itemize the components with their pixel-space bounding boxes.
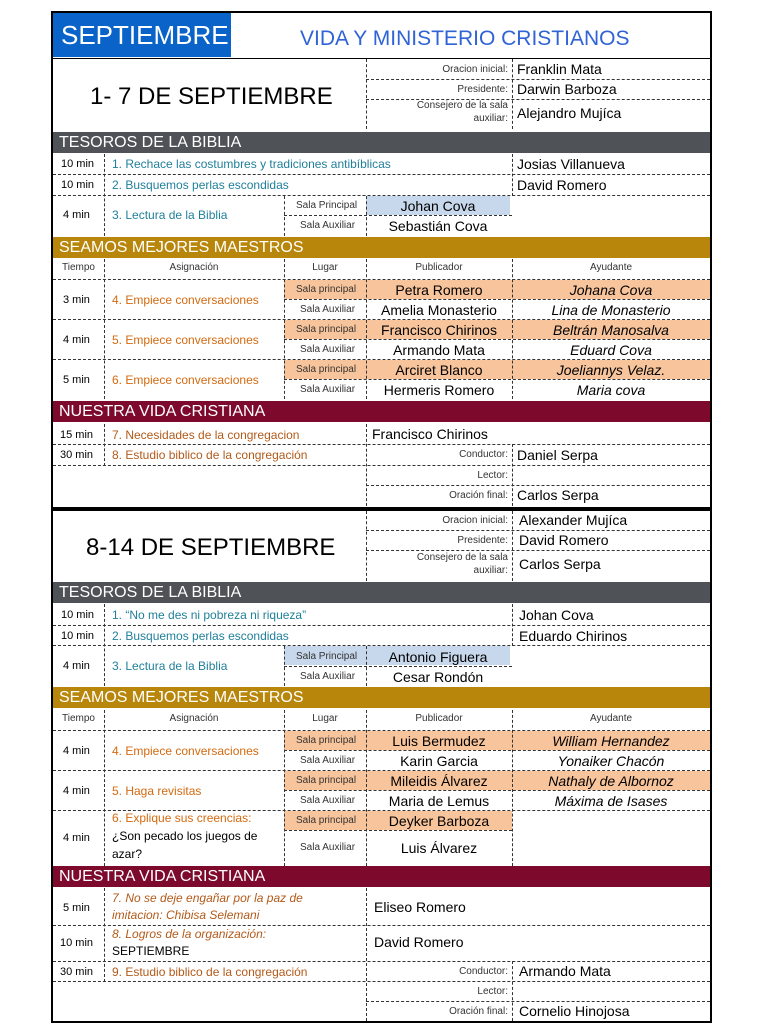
week2-t1-time: 10 min [61,609,95,621]
week1-m5-time: 4 min [63,334,90,346]
col-lugar: Lugar [312,262,338,273]
oracion-final-label: Oración final: [449,1006,508,1017]
week2-v7-name: Eliseo Romero [374,899,466,915]
lector-label: Lector: [477,986,508,997]
week2-m6-pub-auxiliar: Luis Álvarez [400,840,478,856]
week1-m6-aid-principal: Joeliannys Velaz. [556,362,666,378]
week2-m4-aid-auxiliar: Yonaiker Chacón [557,753,665,769]
week2-v7-text-b: imitacion: Chibisa Selemani [112,908,260,922]
week1-m4-aid-auxiliar: Lina de Monasterio [551,302,671,318]
week1-t3-auxiliar: Sebastián Cova [388,218,488,234]
week2-m4-time: 4 min [63,745,90,757]
week1-t3-time: 4 min [63,209,90,221]
week1-t3-text: 3. Lectura de la Biblia [112,208,228,222]
week1-m5-text: 5. Empiece conversaciones [112,333,259,347]
week1-vida-band: NUESTRA VIDA CRISTIANA [53,401,710,422]
sala-principal-label: Sala Principal [296,651,358,662]
sala-auxiliar-label: Sala Auxiliar [300,795,356,806]
week2-tesoros-band: TESOROS DE LA BIBLIA [53,582,710,603]
sala-auxiliar-label: Sala Auxiliar [300,671,356,682]
week2-v8-text-b: SEPTIEMBRE [112,944,190,958]
week1-m4-pub-auxiliar: Amelia Monasterio [381,302,497,318]
week2-t2-name: Eduardo Chirinos [519,628,628,644]
week2-v9-text: 9. Estudio biblico de la congregación [112,965,308,979]
week1-t1-name: Josias Villanueva [517,156,625,172]
col-publicador: Publicador [415,713,463,724]
conductor-label: Conductor: [459,966,508,977]
week2-m6-text-c: azar? [112,847,143,861]
sala-principal-label: Sala principal [296,735,357,746]
week1-v8-time: 30 min [60,449,94,461]
col-lugar: Lugar [312,713,338,724]
week1-maestros-band: SEAMOS MEJORES MAESTROS [53,237,710,258]
week2-m5-time: 4 min [63,785,90,797]
col-line [284,710,285,866]
document-title: VIDA Y MINISTERIO CRISTIANOS [300,27,630,50]
sala-auxiliar-label: Sala Auxiliar [300,384,356,395]
col-ayudante: Ayudante [589,262,633,273]
week1-t1-text: 1. Rechace las costumbres y tradiciones antibíblicas [112,157,391,171]
col-line [512,154,513,196]
month-label: SEPTIEMBRE [61,20,229,50]
week1-oracion-final: Carlos Serpa [517,487,599,503]
col-line [104,888,105,982]
week2-m5-pub-auxiliar: Maria de Lemus [388,793,490,809]
week1-t3-principal: Johan Cova [400,198,476,214]
week2-m6-time: 4 min [63,832,90,844]
col-ayudante: Ayudante [589,713,633,724]
week1-top-divider [366,59,367,129]
week1-consejero: Alejandro Mujíca [517,105,622,121]
week1-m6-time: 5 min [63,374,90,386]
week1-conductor: Daniel Serpa [517,447,598,463]
week1-m5-aid-auxiliar: Eduard Cova [570,342,652,358]
week2-vida-band: NUESTRA VIDA CRISTIANA [53,866,710,887]
consejero-label-1: Consejero de la sala [416,100,508,111]
week2-t1-text: 1. “No me des ni pobreza ni riqueza” [112,608,307,622]
week1-v7-text: 7. Necesidades de la congregacion [112,428,300,442]
col-publicador: Publicador [415,262,463,273]
sala-auxiliar-label: Sala Auxiliar [300,220,356,231]
week2-m6-text-b: ¿Son pecado los juegos de [112,829,258,843]
week2-top-divider [366,511,367,581]
week2-v7-time: 5 min [63,902,90,914]
week2-m5-aid-auxiliar: Máxima de Isases [554,793,668,809]
week2-t3-time: 4 min [63,660,90,672]
col-line [104,259,105,399]
week1-t2-time: 10 min [61,179,95,191]
week1-m6-pub-principal: Arciret Blanco [395,362,483,378]
sala-principal-label: Sala principal [296,324,357,335]
week2-m5-aid-principal: Nathaly de Albornoz [548,773,674,789]
sala-auxiliar-label: Sala Auxiliar [300,755,356,766]
col-line [104,424,105,466]
week1-t1-time: 10 min [61,158,95,170]
col-line [284,259,285,399]
week2-m5-pub-principal: Mileidis Álvarez [390,773,488,789]
week2-m4-pub-auxiliar: Karin Garcia [400,753,478,769]
week2-consejero: Carlos Serpa [519,556,601,572]
col-asignacion: Asignación [169,713,219,724]
sala-auxiliar-label: Sala Auxiliar [300,304,356,315]
week2-t2-text: 2. Busquemos perlas escondidas [112,629,289,643]
sala-principal-label: Sala Principal [296,200,358,211]
week1-m6-aid-auxiliar: Maria cova [576,382,646,398]
week2-v8-name: David Romero [374,934,464,950]
week1-v8-text: 8. Estudio biblico de la congregación [112,448,308,462]
sala-principal-label: Sala principal [296,775,357,786]
week1-t2-name: David Romero [517,177,607,193]
week2-oracion-final: Cornelio Hinojosa [519,1003,630,1019]
week2-v9-time: 30 min [60,966,94,978]
week1-m4-time: 3 min [63,294,90,306]
week1-m5-aid-principal: Beltrán Manosalva [553,322,669,338]
week2-t3-auxiliar: Cesar Rondón [392,669,484,685]
week2-m4-text: 4. Empiece conversaciones [112,744,259,758]
week2-m4-pub-principal: Luis Bermudez [392,733,486,749]
sala-principal-label: Sala principal [296,284,357,295]
week2-m4-aid-principal: William Hernandez [552,733,670,749]
col-line [284,196,285,236]
col-line [512,961,513,1021]
lector-label: Lector: [477,470,508,481]
oracion-inicial-label: Oracion inicial: [442,64,508,75]
week2-t2-time: 10 min [61,630,95,642]
presidente-label: Presidente: [457,535,508,546]
week2-presidente: David Romero [519,532,609,548]
week2-top-divider-2 [512,511,513,581]
week1-m6-pub-auxiliar: Hermeris Romero [383,382,495,398]
sala-auxiliar-label: Sala Auxiliar [300,344,356,355]
col-line [512,444,513,506]
week1-m5-pub-auxiliar: Armando Mata [393,342,485,358]
week2-t3-principal: Antonio Figuera [388,649,488,665]
presidente-label: Presidente: [457,84,508,95]
header-divider [53,58,710,59]
week2-m5-text: 5. Haga revisitas [112,784,202,798]
col-tiempo: Tiempo [62,713,95,724]
week1-tesoros-band: TESOROS DE LA BIBLIA [53,132,710,153]
col-line [104,710,105,866]
week1-v7-time: 15 min [60,429,94,441]
week1-presidente: Darwin Barboza [517,81,617,97]
week1-m4-text: 4. Empiece conversaciones [112,293,259,307]
consejero-label-1: Consejero de la sala [416,552,508,563]
week2-m6-pub-principal: Deyker Barboza [388,813,490,829]
col-asignacion: Asignación [169,262,219,273]
consejero-label-2: auxiliar: [473,113,508,124]
week2-oracion-inicial: Alexander Mujíca [519,512,628,528]
consejero-label-2: auxiliar: [473,565,508,576]
week2-m6-text-a: 6. Explique sus creencias: [112,811,252,825]
sala-principal-label: Sala principal [296,364,357,375]
week2-v8-text-a: 8. Logros de la organización: [112,927,267,941]
oracion-inicial-label: Oracion inicial: [442,515,508,526]
week1-top-divider-2 [512,59,513,129]
week1-m6-text: 6. Empiece conversaciones [112,373,259,387]
sala-principal-label: Sala principal [296,815,357,826]
week1-title: 1- 7 DE SEPTIEMBRE [90,83,333,110]
col-tiempo: Tiempo [62,262,95,273]
week2-t3-text: 3. Lectura de la Biblia [112,659,228,673]
week2-maestros-band: SEAMOS MEJORES MAESTROS [53,687,710,708]
week1-v7-name: Francisco Chirinos [372,426,488,442]
week2-v8-time: 10 min [60,937,94,949]
oracion-final-label: Oración final: [449,490,508,501]
week2-title: 8-14 DE SEPTIEMBRE [86,534,336,561]
week1-m4-aid-principal: Johana Cova [569,282,653,298]
conductor-label: Conductor: [459,449,508,460]
week2-v7-text-a: 7. No se deje engañar por la paz de [112,891,303,905]
week2-t1-name: Johan Cova [519,607,594,623]
sala-auxiliar-label: Sala Auxiliar [300,842,356,853]
week1-m4-pub-principal: Petra Romero [395,282,483,298]
week1-oracion-inicial: Franklin Mata [517,61,602,77]
week2-conductor: Armando Mata [519,963,611,979]
week1-t2-text: 2. Busquemos perlas escondidas [112,178,289,192]
week1-m5-pub-principal: Francisco Chirinos [381,322,497,338]
